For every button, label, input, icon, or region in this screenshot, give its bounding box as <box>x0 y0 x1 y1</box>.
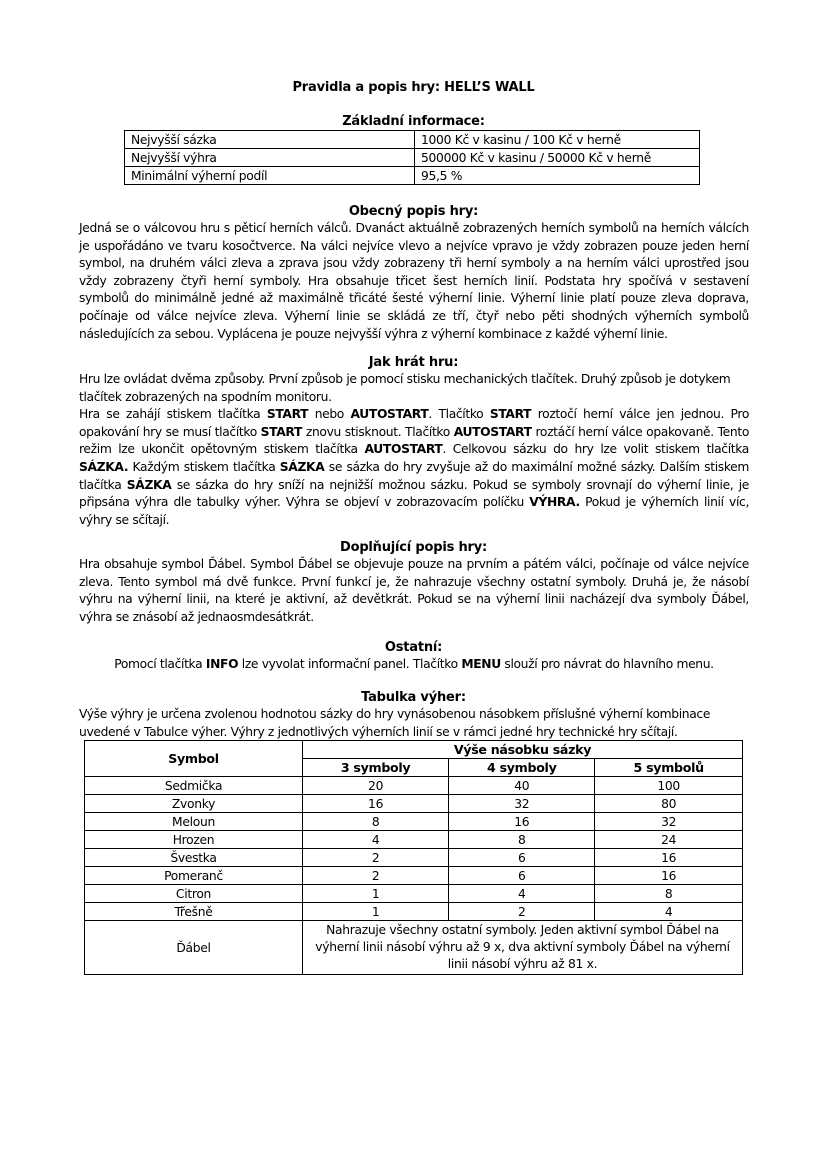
text-run: nebo <box>308 407 351 422</box>
text-run: Pokud je výherních linií víc, výhry se sčítají. <box>79 495 750 527</box>
symbol-name: Švestka <box>85 849 303 867</box>
table-row <box>85 777 743 795</box>
text-run: Hra se zahájí stiskem tlačítka <box>79 407 267 422</box>
bold-keyword: AUTOSTART <box>364 442 443 457</box>
table-row <box>125 149 700 167</box>
multiplier-5: 16 <box>595 849 743 867</box>
multiplier-3: 20 <box>303 777 449 795</box>
how-to-play-text-1: Hru lze ovládat dvěma způsoby. První způsob je pomocí stisku mechanických tlačítek. Druhý způsob je dotykem tlačítek zobrazených na spodním monitoru. <box>79 372 731 404</box>
symbol-name: Třešně <box>85 903 303 921</box>
multiplier-4: 40 <box>449 777 595 795</box>
table-row <box>125 131 700 149</box>
bold-keyword: SÁZKA. <box>79 459 129 474</box>
text-run: se sázka do hry sníží na nejnižší možnou sázku. Pokud se symboly srovnají do výherní linie, je připsána výhra dle tabulky výher. Výhra se objeví v zobrazovacím políčku <box>79 477 749 510</box>
table-row <box>85 795 743 813</box>
multiplier-4: 32 <box>449 795 595 813</box>
table-row <box>85 831 743 849</box>
table-row-special <box>85 921 743 975</box>
multiplier-3: 2 <box>303 849 449 867</box>
multiplier-5: 80 <box>595 795 743 813</box>
table-row <box>85 849 743 867</box>
multiplier-3: 1 <box>303 885 449 903</box>
symbol-name: Meloun <box>85 813 303 831</box>
info-value: 500000 Kč v kasinu / 50000 Kč v herně <box>415 149 700 167</box>
symbol-name: Pomeranč <box>85 867 303 885</box>
multiplier-5: 32 <box>595 813 743 831</box>
additional-heading: Doplňující popis hry: <box>340 540 487 555</box>
bold-keyword: SÁZKA <box>126 477 172 492</box>
multiplier-4: 16 <box>449 813 595 831</box>
text-run: Pomocí tlačítka <box>114 657 206 671</box>
bold-keyword: START <box>489 407 532 422</box>
bold-keyword: SÁZKA <box>279 459 325 474</box>
text-run: znovu stisknout. Tlačítko <box>302 424 454 439</box>
bold-keyword: AUTOSTART <box>350 407 429 422</box>
how-to-play-text-2 <box>79 406 749 529</box>
text-run: se sázka do hry zvyšuje až do maximální možné sázky. Dalším stiskem tlačítka <box>79 459 750 492</box>
other-text <box>79 656 749 674</box>
general-heading: Obecný popis hry: <box>348 204 479 219</box>
multiplier-4: 6 <box>449 867 595 885</box>
other-heading: Ostatní: <box>384 640 443 655</box>
text-run: roztáčí herní válce opakovaně. Tento režim lze ukončit opětovným stiskem tlačítka <box>79 424 749 457</box>
multiplier-5: 16 <box>595 867 743 885</box>
multiplier-5: 8 <box>595 885 743 903</box>
paytable-heading: Tabulka výher: <box>361 690 466 705</box>
bold-keyword: MENU <box>461 657 501 671</box>
bold-keyword: START <box>260 424 303 439</box>
bold-keyword: AUTOSTART <box>453 424 532 439</box>
multiplier-4: 4 <box>449 885 595 903</box>
table-row <box>85 885 743 903</box>
multiplier-3: 2 <box>303 867 449 885</box>
paytable-intro-paragraph <box>79 706 749 741</box>
basic-info-heading: Základní informace: <box>342 114 485 129</box>
multiplier-3: 16 <box>303 795 449 813</box>
bold-keyword: VÝHRA. <box>529 495 580 510</box>
multiplier-3: 4 <box>303 831 449 849</box>
how-to-play-paragraph <box>79 371 749 529</box>
paytable-intro: Výše výhry je určena zvolenou hodnotou sázky do hry vynásobenou násobkem příslušné výherní kombinace uvedené v Tabulce výher. Výhry z jednotlivých výherních linií se v rámci jedné hry technické hry sčítají. <box>79 707 711 739</box>
column-header-symbol: Symbol <box>85 741 303 777</box>
multiplier-4: 8 <box>449 831 595 849</box>
text-run: . Tlačítko <box>428 407 490 422</box>
column-header-5: 5 symbolů <box>595 759 743 777</box>
paytable <box>84 740 743 975</box>
table-row <box>85 813 743 831</box>
info-label: Minimální výherní podíl <box>125 167 415 185</box>
multiplier-5: 100 <box>595 777 743 795</box>
text-run: slouží pro návrat do hlavního menu. <box>500 657 714 671</box>
info-label: Nejvyšší výhra <box>125 149 415 167</box>
table-row <box>85 867 743 885</box>
text-run: . Celkovou sázku do hry lze volit stiskem tlačítka <box>442 442 749 457</box>
symbol-name: Zvonky <box>85 795 303 813</box>
special-symbol-description: Nahrazuje všechny ostatní symboly. Jeden aktivní symbol Ďábel na výherní linii násobí výhru až 9 x, dva aktivní symboly Ďábel na výherní linii násobí výhru až 81 x. <box>303 921 743 975</box>
symbol-name: Hrozen <box>85 831 303 849</box>
multiplier-5: 4 <box>595 903 743 921</box>
column-header-3: 3 symboly <box>303 759 449 777</box>
how-to-play-heading: Jak hrát hru: <box>368 355 459 370</box>
additional-paragraph <box>79 556 749 626</box>
multiplier-4: 2 <box>449 903 595 921</box>
bold-keyword: INFO <box>205 657 239 671</box>
document-title: Pravidla a popis hry: HELL’S WALL <box>292 80 535 95</box>
multiplier-5: 24 <box>595 831 743 849</box>
text-run: lze vyvolat informační panel. Tlačítko <box>238 657 462 671</box>
multiplier-3: 8 <box>303 813 449 831</box>
info-value: 1000 Kč v kasinu / 100 Kč v herně <box>415 131 700 149</box>
general-text: Jedná se o válcovou hru s pěticí herních válců. Dvanáct aktuálně zobrazených herních symbolů na herních válcích je uspořádáno ve tvaru kosočtverce. Na válci nejvíce vlevo a nejvíce vpravo je vždy zobrazen pouze jeden herní symbol, na druhém válci zleva a zprava jsou vždy zobrazeny tři herní symboly a na herním válci uprostřed jsou vždy zobrazeny čtyři herní symboly. Hra obsahuje třicet šest herních linií. Podstata hry spočívá v sestavení symbolů do minimálně jedné až maximálně třicáté šesté výherní linie. Výherní linie platí pouze zleva doprava, počínaje od válce nejvíce zleva. Výherní linie se skládá ze tří, čtyř nebo pěti shodných výherních symbolů následujících za sebou. Vyplácena je pouze nejvyšší výhra z výherní kombinace z každé výherní linie. <box>79 221 749 341</box>
general-paragraph <box>79 220 749 343</box>
multiplier-4: 6 <box>449 849 595 867</box>
additional-text: Hra obsahuje symbol Ďábel. Symbol Ďábel se objevuje pouze na prvním a pátém válci, počínaje od válce nejvíce zleva. Tento symbol má dvě funkce. První funkcí je, že nahrazuje všechny ostatní symboly. Druhá je, že násobí výhru na výherní linii, na které je aktivní, až devětkrát. Pokud se na výherní linii nacházejí dva symboly Ďábel, výhra se znásobí až jednaosmdesátkrát. <box>79 557 749 624</box>
text-run: Každým stiskem tlačítka <box>128 459 280 474</box>
other-paragraph <box>79 656 749 674</box>
table-header-row <box>85 741 743 759</box>
text-run: roztočí herní válce jen jednou. Pro opakování hry se musí tlačítko <box>79 407 750 439</box>
bold-keyword: START <box>266 407 309 422</box>
basic-info-table <box>124 130 700 185</box>
symbol-name: Sedmička <box>85 777 303 795</box>
info-value: 95,5 % <box>415 167 700 185</box>
info-label: Nejvyšší sázka <box>125 131 415 149</box>
symbol-name: Ďábel <box>85 921 303 975</box>
column-header-4: 4 symboly <box>449 759 595 777</box>
multiplier-3: 1 <box>303 903 449 921</box>
symbol-name: Citron <box>85 885 303 903</box>
table-row <box>125 167 700 185</box>
column-group-header: Výše násobku sázky <box>303 741 743 759</box>
table-row <box>85 903 743 921</box>
